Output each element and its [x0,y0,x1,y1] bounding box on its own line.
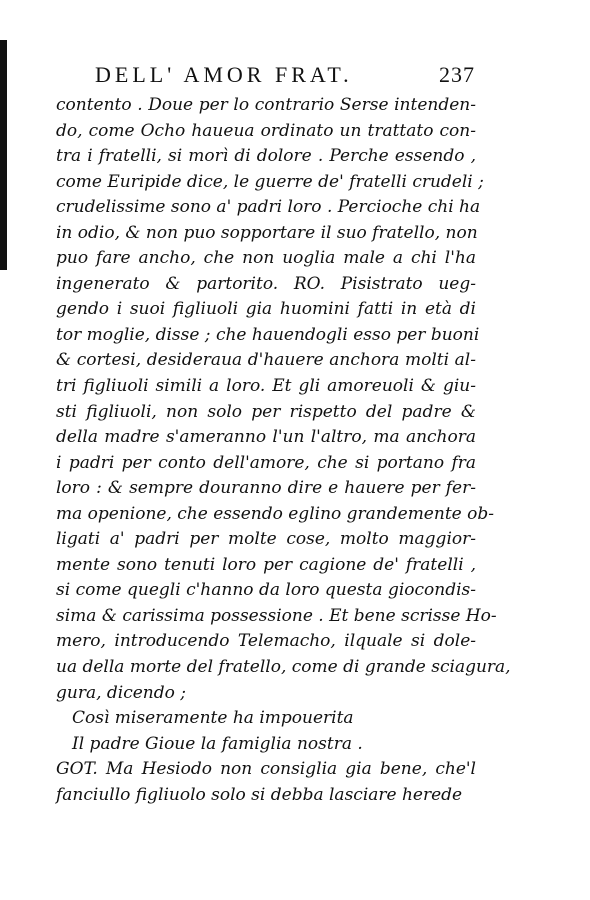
text-line: contento . Doue per lo contrario Serse intenden- [56,95,476,115]
text-line: puo fare ancho, che non uoglia male a chi l'ha [56,248,476,269]
text-line: ma openione, che essendo eglino grandemente ob- [56,503,494,524]
text-line: mero, introducendo Telemacho, ilquale si dole- [56,631,476,652]
text-line: fanciullo figliuolo solo si debba lasciare herede [56,784,463,805]
text-line: GOT. Ma Hesiodo non consiglia gia bene, che'l [56,759,476,780]
text-line: ua della morte del fratello, come di grande sciagura, [56,657,511,678]
verse-line: Il padre Gioue la famiglia nostra . [72,733,363,754]
text-line: tor moglie, disse ; che hauendogli esso per buoni [56,324,480,345]
text-line: ingenerato & partorito. RO. Pisistrato ueg- [56,273,476,294]
text-line: do, come Ocho haueua ordinato un trattato con- [56,120,476,141]
binding-edge [0,40,7,270]
text-line: gendo i suoi figliuoli gia huomini fatti in età di [56,299,476,320]
text-line: come Euripide dice, le guerre de' fratelli crudeli ; [56,171,484,192]
text-line: si come quegli c'hanno da loro questa giocondis- [56,580,476,601]
text-line: i padri per conto dell'amore, che si portano fra [56,452,476,473]
text-line: crudelissime sono a' padri loro . Percioche chi ha [56,197,481,218]
text-line: loro : & sempre douranno dire e hauere per fer- [56,478,476,499]
text-line: & cortesi, desideraua d'hauere anchora molti al- [56,350,476,371]
text-line: in odio, & non puo sopportare il suo fratello, non [56,222,478,243]
text-line: ligati a' padri per molte cose, molto maggior- [56,529,476,550]
body-text [56,93,511,808]
text-line: sti figliuoli, non solo per rispetto del padre & [56,401,476,422]
running-title: DELL' AMOR FRAT. [95,62,353,87]
text-line: tra i fratelli, si morì di dolore . Perche essendo , [56,146,476,167]
text-line: mente sono tenuti loro per cagione de' fratelli , [56,554,476,575]
page-header [95,62,475,94]
text-line: della madre s'ameranno l'un l'altro, ma anchora [56,427,476,448]
text-line: tri figliuoli simili a loro. Et gli amoreuoli & giu- [56,376,476,397]
page-number: 237 [439,62,475,87]
text-line: gura, dicendo ; [56,682,186,703]
verse-line: Così miseramente ha impouerita [72,708,354,729]
text-line: sima & carissima possessione . Et bene scrisse Ho- [56,605,497,626]
